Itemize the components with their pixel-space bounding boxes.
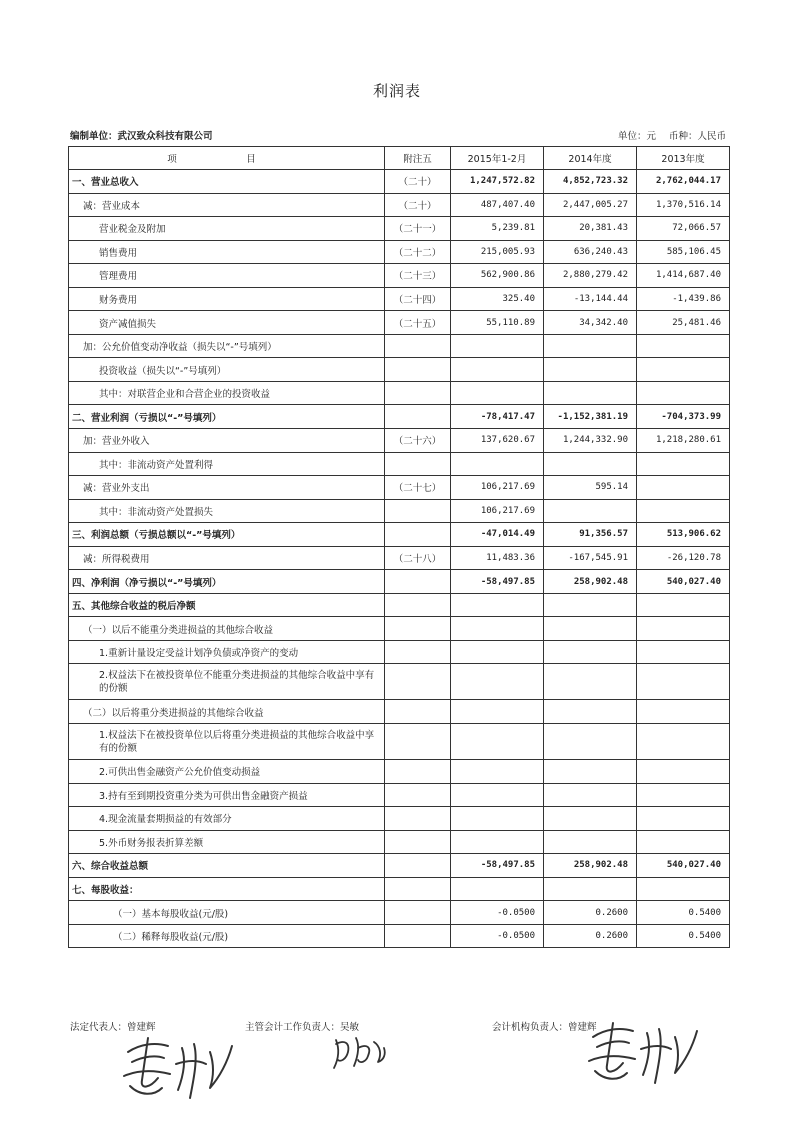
- value-2014-cell: 20,381.43: [544, 217, 637, 241]
- note-cell: [385, 452, 451, 476]
- table-header-row: [69, 147, 730, 170]
- note-cell: （二十一）: [385, 217, 451, 241]
- value-2013-cell: 585,106.45: [637, 240, 730, 264]
- note-cell: （二十）: [385, 193, 451, 217]
- table-row: [69, 264, 730, 288]
- value-2013-cell: [637, 877, 730, 901]
- value-2014-cell: [544, 358, 637, 382]
- value-2013-cell: -1,439.86: [637, 287, 730, 311]
- item-cell: 二、营业利润（亏损以“-”号填列）: [69, 405, 385, 429]
- note-cell: （二十四）: [385, 287, 451, 311]
- note-cell: [385, 760, 451, 784]
- note-cell: [385, 783, 451, 807]
- value-2013-cell: 540,027.40: [637, 570, 730, 594]
- value-2014-cell: [544, 760, 637, 784]
- value-2015-cell: [451, 724, 544, 760]
- table-row: [69, 546, 730, 570]
- note-cell: [385, 854, 451, 878]
- value-2014-cell: 2,880,279.42: [544, 264, 637, 288]
- item-cell: 其中：非流动资产处置利得: [69, 452, 385, 476]
- signature-3: [575, 1015, 710, 1090]
- value-2013-cell: 72,066.57: [637, 217, 730, 241]
- value-2014-cell: -13,144.44: [544, 287, 637, 311]
- page-title: 利润表: [372, 82, 421, 100]
- note-cell: （二十五）: [385, 311, 451, 335]
- value-2015-cell: 1,247,572.82: [451, 170, 544, 194]
- value-2015-cell: 106,217.69: [451, 499, 544, 523]
- item-cell: 减：营业外支出: [69, 476, 385, 500]
- note-cell: [385, 617, 451, 641]
- value-2014-cell: [544, 877, 637, 901]
- value-2014-cell: [544, 593, 637, 617]
- value-2014-cell: -1,152,381.19: [544, 405, 637, 429]
- accounting-head: 主管会计工作负责人：吴敏: [245, 1022, 360, 1033]
- value-2015-cell: [451, 760, 544, 784]
- value-2013-cell: [637, 724, 730, 760]
- item-cell: 七、每股收益：: [69, 877, 385, 901]
- value-2013-cell: [637, 664, 730, 700]
- item-cell: 财务费用: [69, 287, 385, 311]
- table-row: [69, 429, 730, 453]
- item-cell: 四、净利润（净亏损以“-”号填列）: [69, 570, 385, 594]
- table-row: [69, 217, 730, 241]
- value-2014-cell: 4,852,723.32: [544, 170, 637, 194]
- value-2015-cell: [451, 807, 544, 831]
- item-cell: 一、营业总收入: [69, 170, 385, 194]
- value-2015-cell: 215,005.93: [451, 240, 544, 264]
- value-2014-cell: [544, 664, 637, 700]
- table-row: [69, 240, 730, 264]
- note-cell: [385, 499, 451, 523]
- note-cell: [385, 358, 451, 382]
- value-2015-cell: [451, 593, 544, 617]
- value-2013-cell: [637, 700, 730, 724]
- note-cell: [385, 807, 451, 831]
- header-2015: 2015年1-2月: [451, 147, 544, 170]
- reporting-entity: 编制单位：武汉致众科技有限公司: [70, 131, 213, 142]
- value-2015-cell: -0.0500: [451, 901, 544, 925]
- value-2015-cell: [451, 783, 544, 807]
- item-cell: （二）以后将重分类进损益的其他综合收益: [69, 700, 385, 724]
- item-cell: 其中：非流动资产处置损失: [69, 499, 385, 523]
- table-row: [69, 807, 730, 831]
- table-row: [69, 358, 730, 382]
- value-2015-cell: [451, 334, 544, 358]
- note-cell: （二十八）: [385, 546, 451, 570]
- header-2014: 2014年度: [544, 147, 637, 170]
- value-2014-cell: [544, 334, 637, 358]
- value-2015-cell: 5,239.81: [451, 217, 544, 241]
- accounting-org-head: 会计机构负责人：曾建辉: [492, 1022, 597, 1033]
- table-row: [69, 877, 730, 901]
- note-cell: [385, 640, 451, 664]
- value-2015-cell: 325.40: [451, 287, 544, 311]
- value-2014-cell: [544, 783, 637, 807]
- item-cell: （一）以后不能重分类进损益的其他综合收益: [69, 617, 385, 641]
- value-2014-cell: 1,244,332.90: [544, 429, 637, 453]
- value-2015-cell: [451, 830, 544, 854]
- table-row: [69, 452, 730, 476]
- note-cell: [385, 381, 451, 405]
- value-2013-cell: [637, 760, 730, 784]
- item-cell: （一）基本每股收益(元/股): [69, 901, 385, 925]
- note-cell: [385, 593, 451, 617]
- note-cell: （二十三）: [385, 264, 451, 288]
- item-cell: 五、其他综合收益的税后净额: [69, 593, 385, 617]
- value-2013-cell: [637, 617, 730, 641]
- note-cell: （二十六）: [385, 429, 451, 453]
- value-2014-cell: 2,447,005.27: [544, 193, 637, 217]
- note-cell: [385, 570, 451, 594]
- table-row: [69, 193, 730, 217]
- note-cell: [385, 901, 451, 925]
- table-row: [69, 640, 730, 664]
- note-cell: [385, 523, 451, 547]
- note-cell: [385, 877, 451, 901]
- value-2015-cell: 137,620.67: [451, 429, 544, 453]
- value-2013-cell: 0.5400: [637, 924, 730, 948]
- note-cell: （二十七）: [385, 476, 451, 500]
- income-statement-table: [68, 146, 730, 948]
- item-cell: 销售费用: [69, 240, 385, 264]
- value-2013-cell: 513,906.62: [637, 523, 730, 547]
- value-2013-cell: [637, 334, 730, 358]
- value-2014-cell: 636,240.43: [544, 240, 637, 264]
- table-row: [69, 405, 730, 429]
- table-row: [69, 523, 730, 547]
- value-2015-cell: 106,217.69: [451, 476, 544, 500]
- item-cell: 4.现金流量套期损益的有效部分: [69, 807, 385, 831]
- value-2013-cell: [637, 593, 730, 617]
- table-row: [69, 700, 730, 724]
- value-2014-cell: 0.2600: [544, 901, 637, 925]
- item-cell: 2.权益法下在被投资单位不能重分类进损益的其他综合收益中享有的份额: [69, 664, 385, 700]
- item-cell: 减：所得税费用: [69, 546, 385, 570]
- item-cell: 3.持有至到期投资重分类为可供出售金融资产损益: [69, 783, 385, 807]
- value-2014-cell: [544, 381, 637, 405]
- value-2013-cell: 1,414,687.40: [637, 264, 730, 288]
- value-2014-cell: [544, 700, 637, 724]
- value-2014-cell: 595.14: [544, 476, 637, 500]
- item-cell: 投资收益（损失以“-”号填列）: [69, 358, 385, 382]
- item-cell: 1.权益法下在被投资单位以后将重分类进损益的其他综合收益中享有的份额: [69, 724, 385, 760]
- value-2013-cell: -26,120.78: [637, 546, 730, 570]
- value-2014-cell: 258,902.48: [544, 570, 637, 594]
- header-2013: 2013年度: [637, 147, 730, 170]
- legal-representative: 法定代表人：曾建辉: [70, 1022, 156, 1033]
- item-cell: 1.重新计量设定受益计划净负债或净资产的变动: [69, 640, 385, 664]
- value-2014-cell: 91,356.57: [544, 523, 637, 547]
- table-row: [69, 170, 730, 194]
- table-row: [69, 570, 730, 594]
- item-cell: 三、利润总额（亏损总额以“-”号填列）: [69, 523, 385, 547]
- value-2015-cell: [451, 381, 544, 405]
- table-row: [69, 499, 730, 523]
- value-2014-cell: 258,902.48: [544, 854, 637, 878]
- value-2014-cell: [544, 830, 637, 854]
- value-2013-cell: 25,481.46: [637, 311, 730, 335]
- note-cell: [385, 334, 451, 358]
- table-row: [69, 854, 730, 878]
- table-row: [69, 760, 730, 784]
- currency-type: 币种：人民币: [668, 131, 726, 142]
- currency-unit: 单位：元: [617, 131, 656, 142]
- value-2014-cell: [544, 724, 637, 760]
- note-cell: [385, 700, 451, 724]
- item-cell: 六、综合收益总额: [69, 854, 385, 878]
- signature-2: [330, 1030, 390, 1075]
- table-row: [69, 724, 730, 760]
- value-2015-cell: [451, 700, 544, 724]
- value-2014-cell: -167,545.91: [544, 546, 637, 570]
- table-row: [69, 830, 730, 854]
- table-row: [69, 593, 730, 617]
- item-cell: 2.可供出售金融资产公允价值变动损益: [69, 760, 385, 784]
- currency-info: [608, 128, 726, 142]
- table-row: [69, 617, 730, 641]
- item-cell: 减：营业成本: [69, 193, 385, 217]
- item-cell: 加：营业外收入: [69, 429, 385, 453]
- value-2013-cell: [637, 640, 730, 664]
- note-cell: [385, 830, 451, 854]
- value-2014-cell: [544, 640, 637, 664]
- table-row: [69, 287, 730, 311]
- value-2015-cell: 55,110.89: [451, 311, 544, 335]
- value-2015-cell: -78,417.47: [451, 405, 544, 429]
- value-2013-cell: 0.5400: [637, 901, 730, 925]
- note-cell: （二十）: [385, 170, 451, 194]
- item-cell: 加：公允价值变动净收益（损失以“-”号填列）: [69, 334, 385, 358]
- item-cell: 资产减值损失: [69, 311, 385, 335]
- table-row: [69, 476, 730, 500]
- value-2013-cell: [637, 358, 730, 382]
- table-row: [69, 334, 730, 358]
- value-2015-cell: [451, 452, 544, 476]
- value-2013-cell: 1,218,280.61: [637, 429, 730, 453]
- value-2015-cell: -58,497.85: [451, 854, 544, 878]
- value-2014-cell: [544, 807, 637, 831]
- note-cell: [385, 664, 451, 700]
- value-2013-cell: [637, 452, 730, 476]
- item-cell: 管理费用: [69, 264, 385, 288]
- value-2015-cell: -0.0500: [451, 924, 544, 948]
- value-2014-cell: [544, 499, 637, 523]
- table-row: [69, 311, 730, 335]
- note-cell: （二十二）: [385, 240, 451, 264]
- value-2015-cell: [451, 617, 544, 641]
- note-cell: [385, 405, 451, 429]
- value-2015-cell: 11,483.36: [451, 546, 544, 570]
- value-2015-cell: -47,014.49: [451, 523, 544, 547]
- table-row: [69, 783, 730, 807]
- value-2015-cell: [451, 358, 544, 382]
- table-row: [69, 901, 730, 925]
- item-cell: （二）稀释每股收益(元/股): [69, 924, 385, 948]
- value-2015-cell: [451, 877, 544, 901]
- value-2013-cell: [637, 476, 730, 500]
- value-2013-cell: [637, 830, 730, 854]
- note-cell: [385, 724, 451, 760]
- value-2015-cell: 562,900.86: [451, 264, 544, 288]
- value-2013-cell: [637, 499, 730, 523]
- value-2013-cell: 2,762,044.17: [637, 170, 730, 194]
- header-note: 附注五: [385, 147, 451, 170]
- header-item: 项 目: [69, 147, 385, 170]
- item-cell: 营业税金及附加: [69, 217, 385, 241]
- value-2014-cell: 0.2600: [544, 924, 637, 948]
- value-2014-cell: [544, 617, 637, 641]
- value-2015-cell: 487,407.40: [451, 193, 544, 217]
- table-row: [69, 664, 730, 700]
- value-2013-cell: -704,373.99: [637, 405, 730, 429]
- value-2013-cell: 1,370,516.14: [637, 193, 730, 217]
- value-2013-cell: [637, 381, 730, 405]
- note-cell: [385, 924, 451, 948]
- table-row: [69, 381, 730, 405]
- value-2014-cell: 34,342.40: [544, 311, 637, 335]
- table-row: [69, 924, 730, 948]
- value-2015-cell: [451, 640, 544, 664]
- item-cell: 其中：对联营企业和合营企业的投资收益: [69, 381, 385, 405]
- value-2013-cell: [637, 783, 730, 807]
- value-2015-cell: [451, 664, 544, 700]
- value-2013-cell: [637, 807, 730, 831]
- value-2013-cell: 540,027.40: [637, 854, 730, 878]
- value-2015-cell: -58,497.85: [451, 570, 544, 594]
- value-2014-cell: [544, 452, 637, 476]
- signature-1: [110, 1030, 245, 1105]
- item-cell: 5.外币财务报表折算差额: [69, 830, 385, 854]
